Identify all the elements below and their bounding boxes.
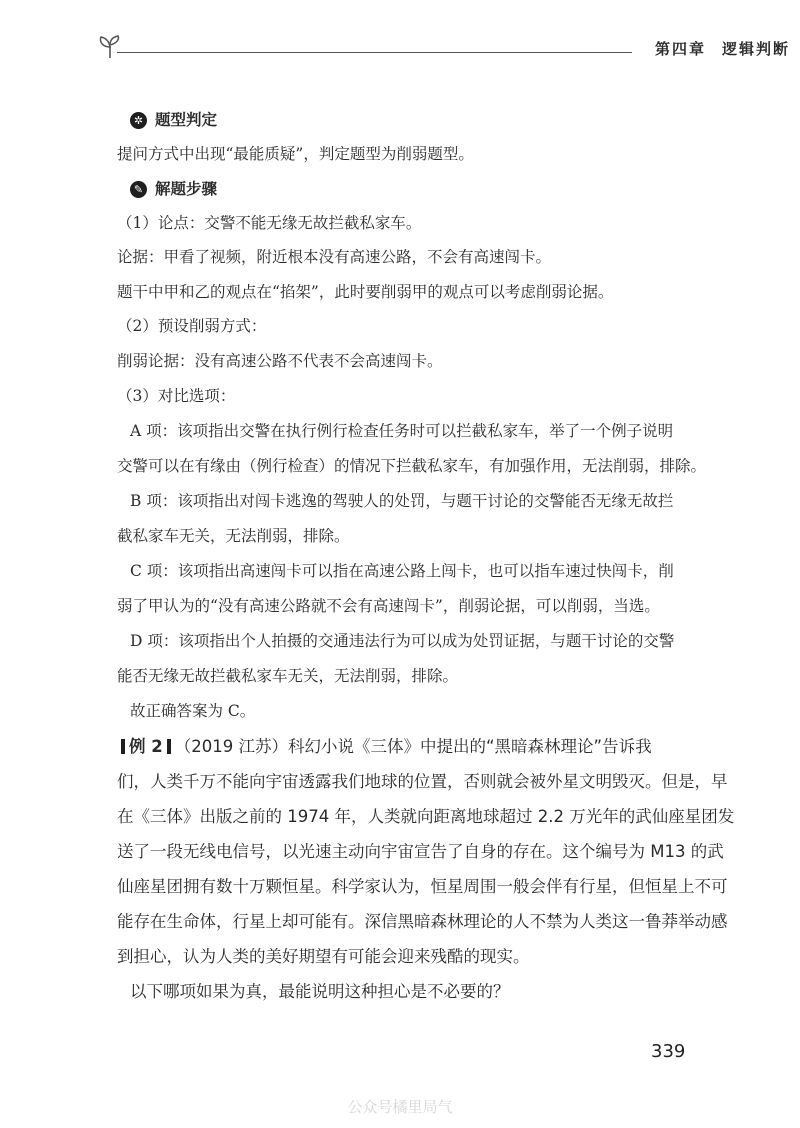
step-2-text: 削弱论据：没有高速公路不代表不会高速闯卡。 (117, 352, 443, 370)
section-steps-label: 解题步骤 (155, 180, 218, 198)
example-line-3: 在《三体》出版之前的 1974 年，人类就向距离地球超过 2.2 万光年的武仙座星团发 (117, 807, 735, 826)
example-bar-right (167, 739, 171, 754)
option-d-line-1: D 项：该项指出个人拍摄的交通违法行为可以成为处罚证据，与题干讨论的交警 (130, 632, 675, 650)
gear-icon: ✲ (130, 112, 147, 129)
chapter-title: 逻辑判断 (722, 40, 791, 58)
example-tag: 例 2 (129, 737, 163, 756)
section-steps-heading (130, 179, 217, 199)
watermark: 公众号橘里局气 (347, 1098, 453, 1116)
option-c-line-2: 弱了甲认为的“没有高速公路就不会有高速闯卡”，削弱论据，可以削弱，当选。 (117, 597, 660, 615)
page-number: 339 (651, 1041, 686, 1062)
example-line-1 (117, 737, 652, 757)
option-c-line-1: C 项：该项指出高速闯卡可以指在高速公路上闯卡，也可以指车速过快闯卡，削 (130, 562, 674, 580)
step-2: （2）预设削弱方式： (117, 317, 267, 335)
example-line-6: 能存在生命体，行星上却可能有。深信黑暗森林理论的人不禁为人类这一鲁莽举动感 (117, 912, 728, 931)
example-bar-left (121, 739, 125, 754)
option-a-line-1: A 项：该项指出交警在执行例行检查任务时可以拦截私家车，举了一个例子说明 (130, 422, 674, 440)
section-type-label: 题型判定 (155, 111, 218, 129)
option-a-line-2: 交警可以在有缘由（例行检查）的情况下拦截私家车，有加强作用，无法削弱，排除。 (117, 457, 707, 475)
section-type-heading (130, 110, 217, 130)
example-line-7: 到担心，认为人类的美好期望有可能会迎来残酷的现实。 (117, 947, 530, 966)
option-b-line-1: B 项：该项指出对闯卡逃逸的驾驶人的处罚，与题干讨论的交警能否无缘无故拦 (130, 492, 674, 510)
header-rule (117, 52, 632, 53)
step-3: （3）对比选项： (117, 387, 236, 405)
pen-icon: ✎ (130, 181, 147, 198)
example-text-1: （2019 江苏）科幻小说《三体》中提出的“黑暗森林理论”告诉我 (174, 737, 652, 756)
option-d-line-2: 能否无缘无故拦截私家车无关，无法削弱，排除。 (117, 667, 459, 685)
step-1-basis: 论据：甲看了视频，附近根本没有高速公路，不会有高速闯卡。 (117, 248, 552, 266)
example-line-4: 送了一段无线电信号，以光速主动向宇宙宣告了自身的存在。这个编号为 M13 的武 (117, 842, 724, 861)
option-b-line-2: 截私家车无关，无法削弱，排除。 (117, 527, 350, 545)
sprout-icon (95, 32, 125, 62)
chapter-number: 第四章 (655, 40, 707, 58)
type-text: 提问方式中出现“最能质疑”，判定题型为削弱题型。 (117, 145, 474, 163)
chapter-heading (655, 38, 790, 59)
answer: 故正确答案为 C。 (130, 702, 256, 720)
step-1-note: 题干中甲和乙的观点在“掐架”，此时要削弱甲的观点可以考虑削弱论据。 (117, 283, 614, 301)
step-1: （1）论点：交警不能无缘无故拦截私家车。 (117, 214, 422, 232)
page-header (95, 30, 791, 70)
example-line-5: 仙座星团拥有数十万颗恒星。科学家认为，恒星周围一般会伴有行星，但恒星上不可 (117, 877, 728, 896)
example-line-2: 们，人类千万不能向宇宙透露我们地球的位置，否则就会被外星文明毁灭。但是，早 (117, 772, 728, 791)
example-question: 以下哪项如果为真，最能说明这种担心是不必要的？ (130, 982, 510, 1001)
